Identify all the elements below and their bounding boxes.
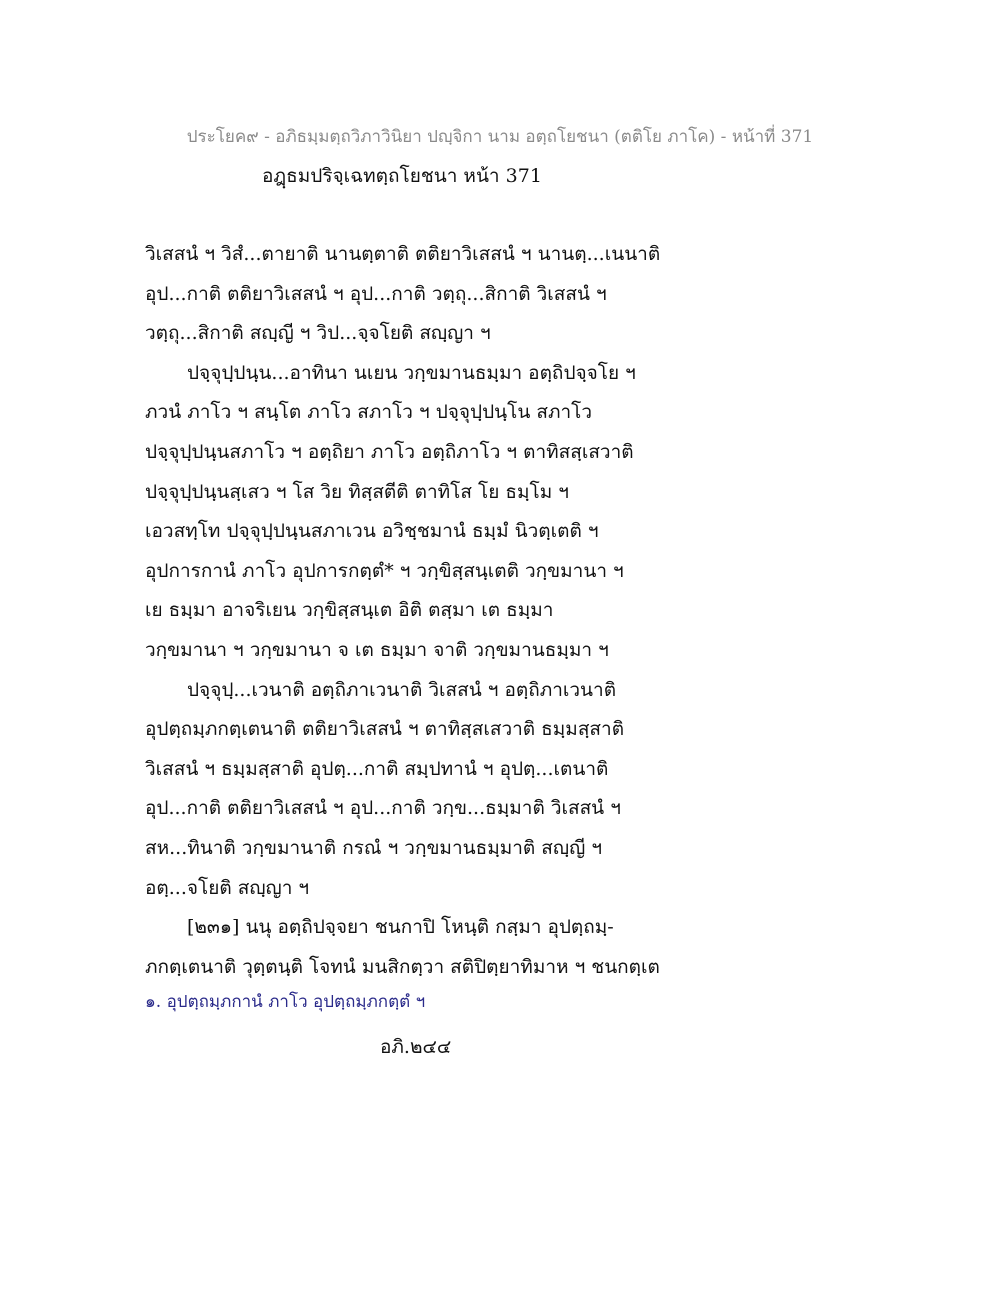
text-line: วกฺขมานา ฯ วกฺขมานา จ เต ธมฺมา จาติ วกฺขมานธมฺมา ฯ xyxy=(145,638,609,661)
text-line: [๒๓๑] นนุ อตฺถิปจฺจยา ชนกาปิ โหนฺติ กสฺมา อุปตฺถมฺ- xyxy=(187,916,614,939)
text-line: วิเสสนํ ฯ วิสํ...ตายาติ นานตฺตาติ ตติยาวิเสสนํ ฯ นานตฺ...เนนาติ xyxy=(145,243,661,265)
text-line: ปจฺจุปฺปนฺนสภาโว ฯ อตฺถิยา ภาโว อตฺถิภาโว ฯ ตาทิสสฺเสวาติ xyxy=(145,440,634,463)
text-line: อุป...กาติ ตติยาวิเสสนํ ฯ อุป...กาติ วกฺข...ธมฺมาติ วิเสสนํ ฯ xyxy=(145,797,621,820)
footnote: ๑. อุปตฺถมฺภกานํ ภาโว อุปตฺถมฺภกตฺตํ ฯ xyxy=(145,992,426,1012)
text-line: เย ธมฺมา อาจริเยน วกฺขิสฺสนฺเต อิติ ตสฺมา เต ธมฺมา xyxy=(145,599,554,622)
text-line: ปจฺจุปฺ...เวนาติ อตฺถิภาเวนาติ วิเสสนํ ฯ อตฺถิภาเวนาติ xyxy=(187,678,617,701)
running-header: ประโยค๙ - อภิธมฺมตฺถวิภาวินิยา ปญฺจิกา นาม อตฺถโยชนา (ตติโย ภาโค) - หน้าที่ 371 xyxy=(186,127,814,147)
text-line: อุป...กาติ ตติยาวิเสสนํ ฯ อุป...กาติ วตฺถุ...สิกาติ วิเสสนํ ฯ xyxy=(145,282,607,305)
body-text xyxy=(145,236,705,988)
text-line: เอวสทฺโท ปจฺจุปฺปนฺนสภาเวน อวิชฺชมานํ ธมฺมํ นิวตฺเตติ ฯ xyxy=(145,520,599,543)
text-line: ปจฺจุปฺปนฺนสฺเสว ฯ โส วิย ทิสฺสตีติ ตาทิโส โย ธมฺโม ฯ xyxy=(145,480,569,503)
text-line: สห...ทินาติ วกฺขมานาติ กรณํ ฯ วกฺขมานธมฺมาติ สญฺญี ฯ xyxy=(145,836,602,859)
text-line: ภวนํ ภาโว ฯ สนฺโต ภาโว สภาโว ฯ ปจฺจุปฺปนฺโน สภาโว xyxy=(145,401,593,424)
book-title: อฎฺธมปริจฺเฉทตฺถโยชนา หน้า 371 xyxy=(262,165,542,187)
text-line: อุปตฺถมฺภกตฺเตนาติ ตติยาวิเสสนํ ฯ ตาทิสฺสเสวาติ ธมฺมสฺสาติ xyxy=(145,718,625,741)
text-line: อตฺ...จโยติ สญฺญา ฯ xyxy=(145,876,310,899)
text-line: วตฺถุ...สิกาติ สญฺญี ฯ วิป...จฺจโยติ สญฺญา ฯ xyxy=(145,322,491,345)
text-line: ภกตฺเตนาติ วุตฺตนฺติ โจทนํ มนสิกตฺวา สติปิตฺยาทิมาห ฯ ชนกตฺเต xyxy=(145,955,660,978)
text-line: อุปการกานํ ภาโว อุปการกตฺตํ* ฯ วกฺขิสฺสนฺเตติ วกฺขมานา ฯ xyxy=(145,559,624,582)
text-line: วิเสสนํ ฯ ธมฺมสฺสาติ อุปตฺ...กาติ สมฺปทานํ ฯ อุปตฺ...เตนาติ xyxy=(145,757,609,780)
page-reference: อภิ.๒๔๔ xyxy=(380,1036,452,1058)
text-line: ปจฺจุปฺปนฺน...อาทินา นเยน วกฺขมานธมฺมา อตฺถิปจฺจโย ฯ xyxy=(187,361,636,384)
